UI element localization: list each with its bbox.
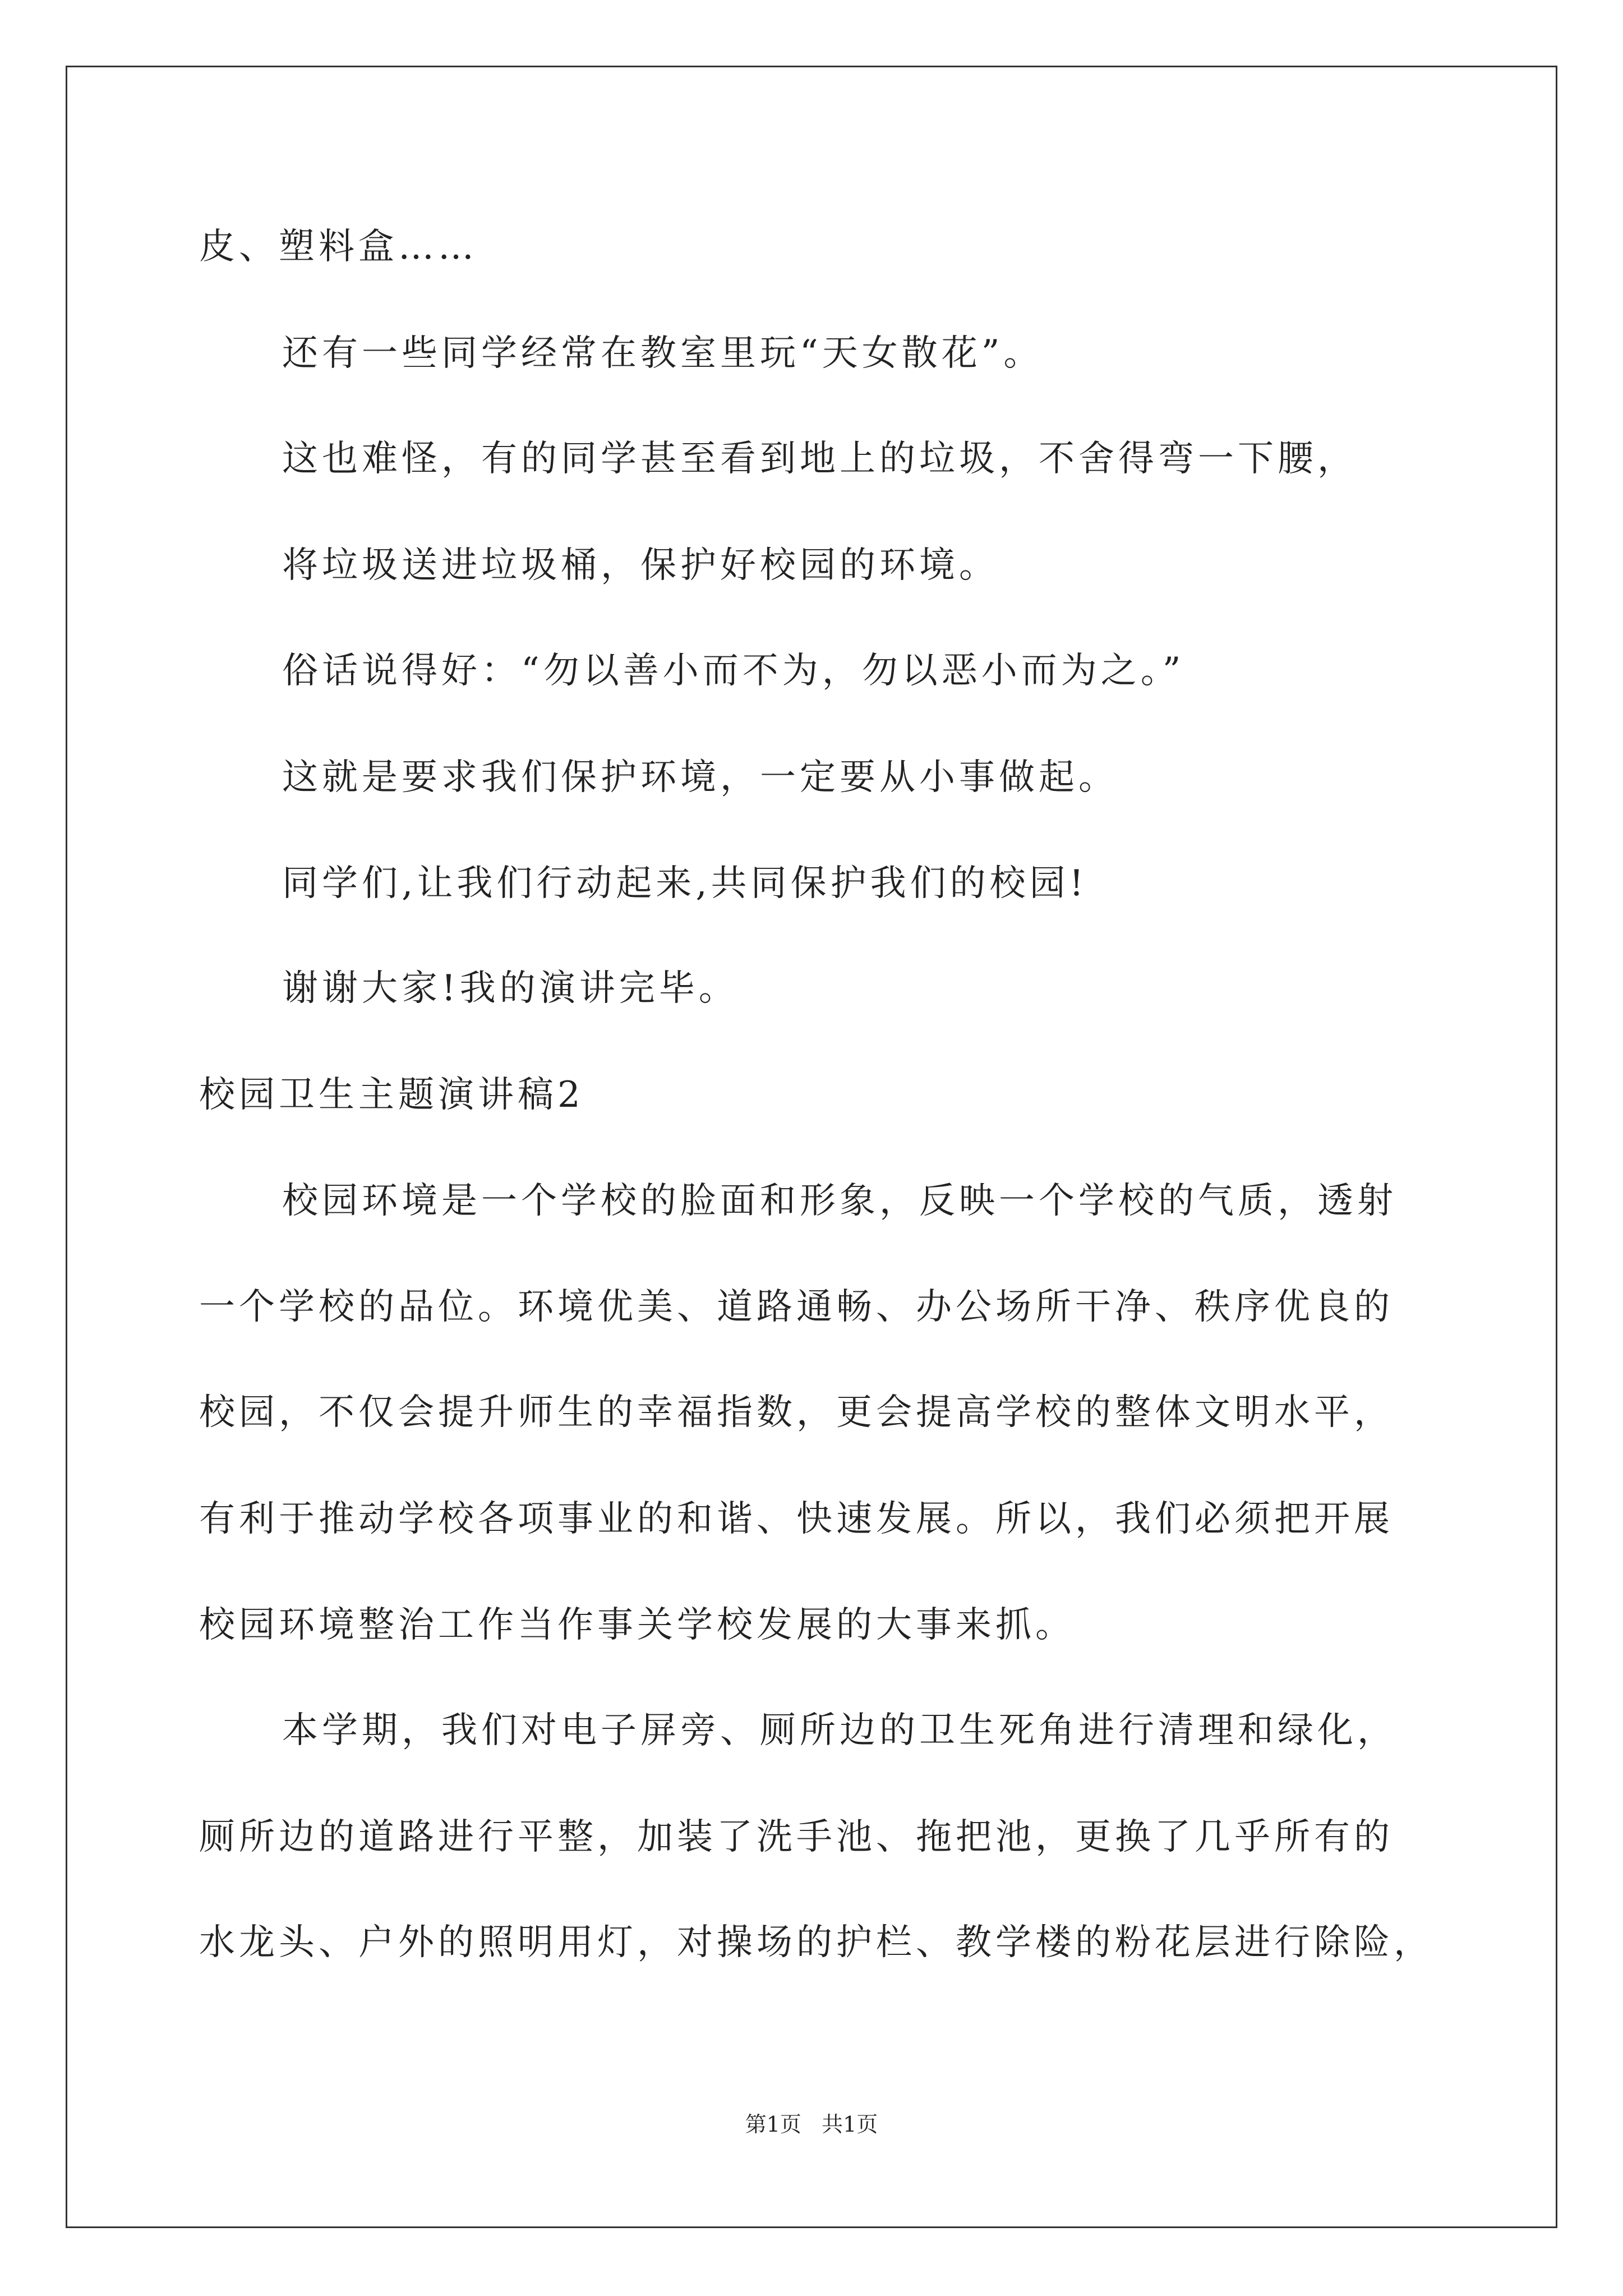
text-line: 水龙头、户外的照明用灯，对操场的护栏、教学楼的粉花层进行除险， <box>199 1922 1433 1963</box>
text-line: 将垃圾送进垃圾桶，保护好校园的环境。 <box>282 545 999 586</box>
text-line: 这就是要求我们保护环境，一定要从小事做起。 <box>282 757 1118 798</box>
text-line: 这也难怪，有的同学甚至看到地上的垃圾，不舍得弯一下腰， <box>282 438 1357 480</box>
text-line: 有利于推动学校各项事业的和谐、快速发展。所以，我们必须把开展 <box>199 1498 1394 1540</box>
text-line: 一个学校的品位。环境优美、道路通畅、办公场所干净、秩序优良的 <box>199 1286 1394 1328</box>
text-line: 本学期，我们对电子屏旁、厕所边的卫生死角进行清理和绿化， <box>282 1710 1397 1751</box>
text-line: 皮、塑料盒…… <box>199 226 478 268</box>
text-line: 校园环境是一个学校的脸面和形象，反映一个学校的气质，透射 <box>282 1180 1397 1222</box>
section-heading: 校园卫生主题演讲稿2 <box>199 1074 584 1116</box>
text-line: 校园，不仅会提升师生的幸福指数，更会提高学校的整体文明水平， <box>199 1392 1394 1433</box>
text-line: 校园环境整治工作当作事关学校发展的大事来抓。 <box>199 1604 1075 1646</box>
text-line: 谢谢大家!我的演讲完毕。 <box>282 968 739 1009</box>
text-line: 同学们,让我们行动起来,共同保护我们的校园! <box>282 863 1088 904</box>
text-line: 厕所边的道路进行平整，加装了洗手池、拖把池，更换了几乎所有的 <box>199 1816 1394 1858</box>
text-line: 俗话说得好：“勿以善小而不为，勿以恶小而为之。” <box>282 650 1185 692</box>
page-border <box>66 66 1557 2228</box>
page-indicator: 第1页 共1页 <box>745 2112 878 2137</box>
text-line: 还有一些同学经常在教室里玩“天女散花”。 <box>282 333 1044 374</box>
